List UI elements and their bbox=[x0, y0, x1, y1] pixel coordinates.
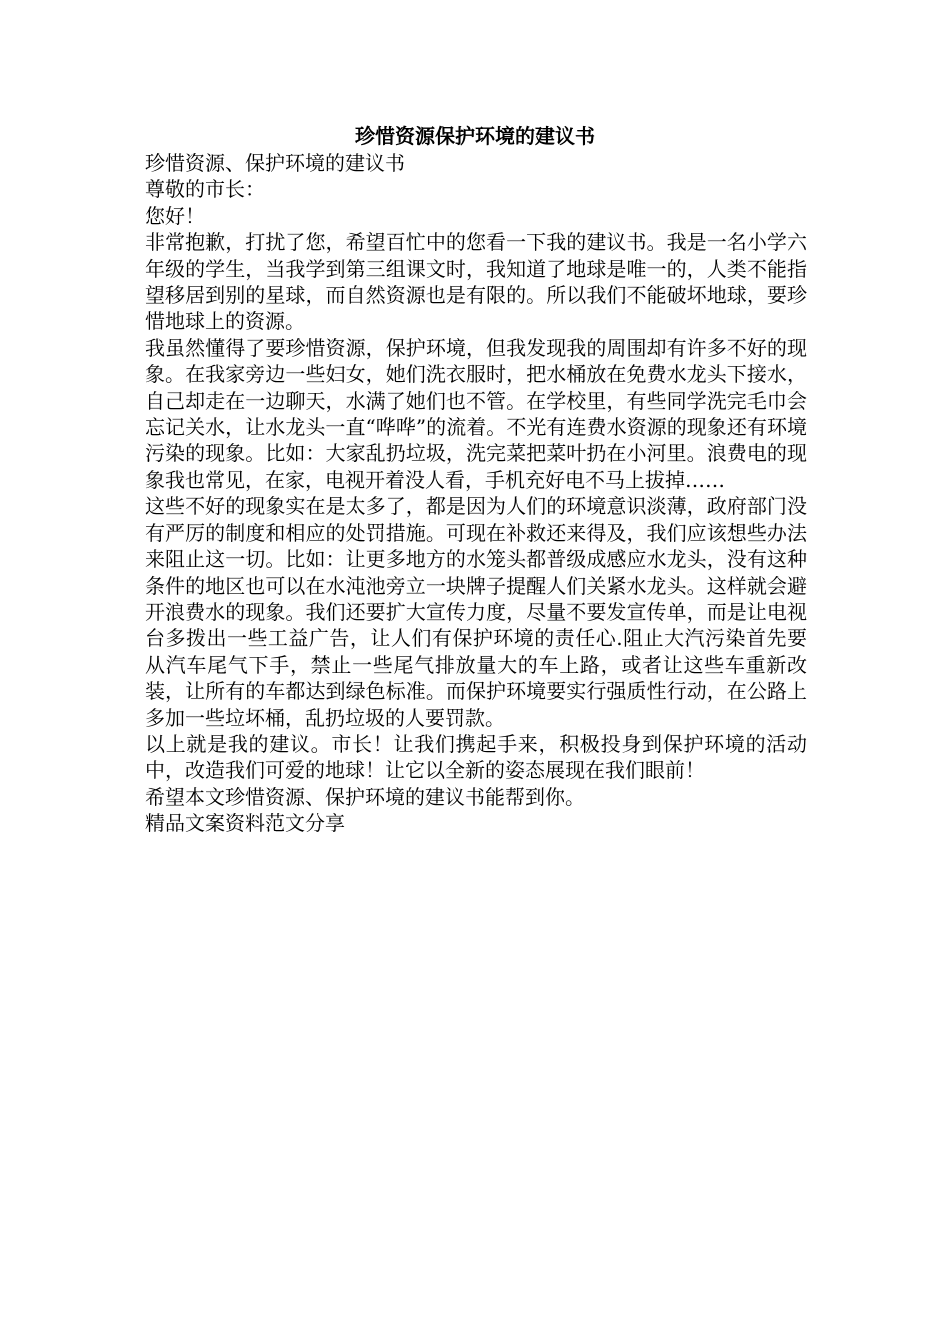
paragraph-salutation: 尊敬的市长： bbox=[145, 177, 265, 202]
paragraph-subtitle: 珍惜资源、保护环境的建议书 bbox=[145, 151, 405, 175]
document-body bbox=[145, 150, 807, 837]
paragraph-closing: 以上就是我的建议。市长！让我们携起手来，积极投身到保护环境的活动中，改造我们可爱的地球！让它以全新的姿态展现在我们眼前！ bbox=[145, 731, 807, 783]
paragraph-footer-tag: 精品文案资料范文分享 bbox=[145, 811, 345, 836]
paragraph-intro: 非常抱歉，打扰了您，希望百忙中的您看一下我的建议书。我是一名小学六年级的学生，当我学到第三组课文时，我知道了地球是唯一的，人类不能指望移居到别的星球，而自然资源也是有限的。所以我们不能破坏地球，要珍惜地球上的资源。 bbox=[145, 230, 807, 334]
paragraph-footer-note: 希望本文珍惜资源、保护环境的建议书能帮到你。 bbox=[145, 784, 585, 809]
paragraph-suggestions: 这些不好的现象实在是太多了，都是因为人们的环境意识淡薄，政府部门没有严厉的制度和相应的处罚措施。可现在补救还来得及，我们应该想些办法来阻止这一切。比如：让更多地方的水笼头都普级成感应水龙头，没有这种条件的地区也可以在水沌池旁立一块牌子提醒人们关紧水龙头。这样就会避开浪费水的现象。我们还要扩大宣传力度，尽量不要发宣传单，而是让电视台多拨出一些工益广告，让人们有保护环境的责任心.阻止大汽污染首先要从汽车尾气下手，禁止一些尾气排放量大的车上路，或者让这些车重新改装，让所有的车都达到绿色标准。而保护环境要实行强质性行动，在公路上多加一些垃坏桶，乱扔垃圾的人要罚款。 bbox=[145, 494, 807, 730]
document-title: 珍惜资源保护环境的建议书 bbox=[355, 124, 595, 148]
paragraph-greeting: 您好！ bbox=[145, 203, 205, 228]
paragraph-observations: 我虽然懂得了要珍惜资源，保护环境，但我发现我的周围却有许多不好的现象。在我家旁边一些妇女，她们洗衣服时，把水桶放在免费水龙头下接水，自己却走在一边聊天，水满了她们也不管。在学校里，有些同学洗完毛巾会忘记关水，让水龙头一直“哗哗”的流着。不光有连费水资源的现象还有环境污染的现象。比如：大家乱扔垃圾，洗完菜把菜叶扔在小河里。浪费电的现象我也常见，在家，电视开着没人看，手机充好电不马上拔掉…… bbox=[145, 335, 807, 492]
